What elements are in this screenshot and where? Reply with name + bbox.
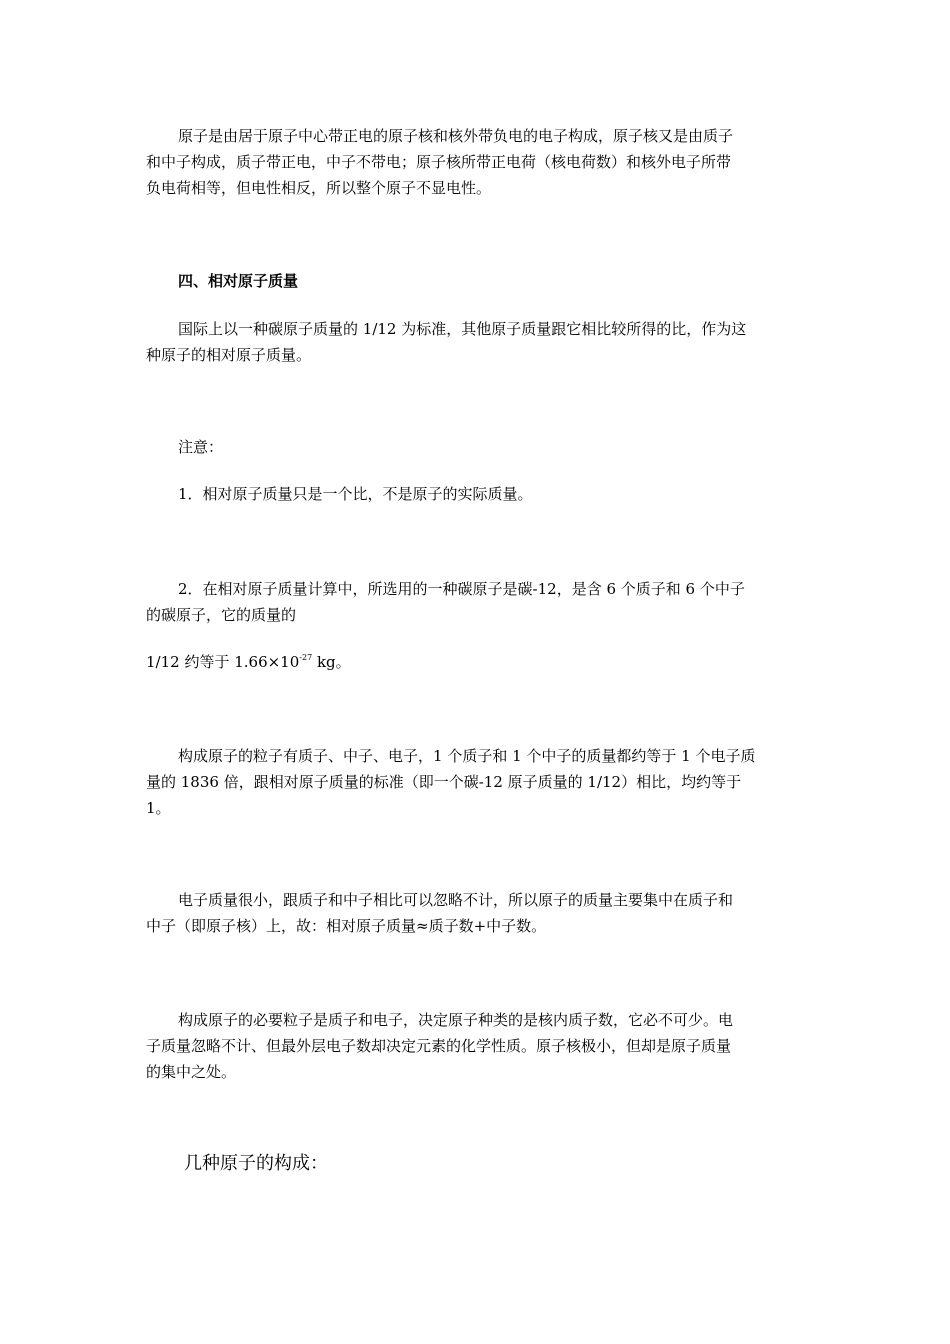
note-item-2	[146, 576, 810, 628]
text-line: 构成原子的必要粒子是质子和电子，决定原子种类的是核内质子数，它必不可少。电	[178, 1011, 734, 1029]
text-line: 2．在相对原子质量计算中，所选用的一种碳原子是碳-12，是含 6 个质子和 6 个中子	[178, 580, 745, 598]
text-line: 负电荷相等，但电性相反，所以整个原子不显电性。	[146, 179, 492, 197]
text-line: 量的 1836 倍，跟相对原子质量的标准（即一个碳-12 原子质量的 1/12）相比，均约等于	[146, 773, 742, 791]
mass-suffix: kg。	[312, 653, 351, 671]
note-item-1	[146, 481, 810, 507]
mass-prefix: 1/12 约等于 1.66×10	[146, 653, 300, 671]
text-line: 国际上以一种碳原子质量的 1/12 为标准，其他原子质量跟它相比较所得的比，作为这	[178, 320, 747, 338]
text-line: 注意：	[178, 438, 224, 456]
text-line: 种原子的相对原子质量。	[146, 346, 312, 364]
text-line: 原子是由居于原子中心带正电的原子核和核外带负电的电子构成，原子核又是由质子	[178, 127, 734, 145]
text-line: 电子质量很小，跟质子和中子相比可以忽略不计，所以原子的质量主要集中在质子和	[178, 891, 734, 909]
paragraph-electron-mass	[146, 887, 810, 939]
mass-exponent: -27	[299, 653, 313, 662]
text-line: 1。	[146, 799, 171, 817]
paragraph-definition	[146, 316, 810, 368]
text-line: 中子（即原子核）上，故：相对原子质量≈质子数+中子数。	[146, 917, 547, 935]
section-heading-relative-atomic-mass: 四、相对原子质量	[178, 272, 299, 290]
note-label	[146, 434, 810, 460]
paragraph-essential-particles	[146, 1007, 810, 1085]
paragraph-particles	[146, 743, 810, 821]
carbon-mass-line	[146, 649, 810, 675]
text-line: 和中子构成，质子带正电，中子不带电；原子核所带正电荷（核电荷数）和核外电子所带	[146, 153, 732, 171]
text-line: 的集中之处。	[146, 1063, 237, 1081]
text-line: 的碳原子，它的质量的	[146, 606, 297, 624]
text-line	[146, 649, 810, 675]
heading-atom-composition: 几种原子的构成：	[184, 1153, 328, 1174]
paragraph-atom-structure	[146, 123, 810, 201]
text-line: 子质量忽略不计、但最外层电子数却决定元素的化学性质。原子核极小，但却是原子质量	[146, 1037, 732, 1055]
text-line: 构成原子的粒子有质子、中子、电子，1 个质子和 1 个中子的质量都约等于 1 个电子质	[178, 747, 756, 765]
text-line: 1．相对原子质量只是一个比，不是原子的实际质量。	[178, 485, 533, 503]
